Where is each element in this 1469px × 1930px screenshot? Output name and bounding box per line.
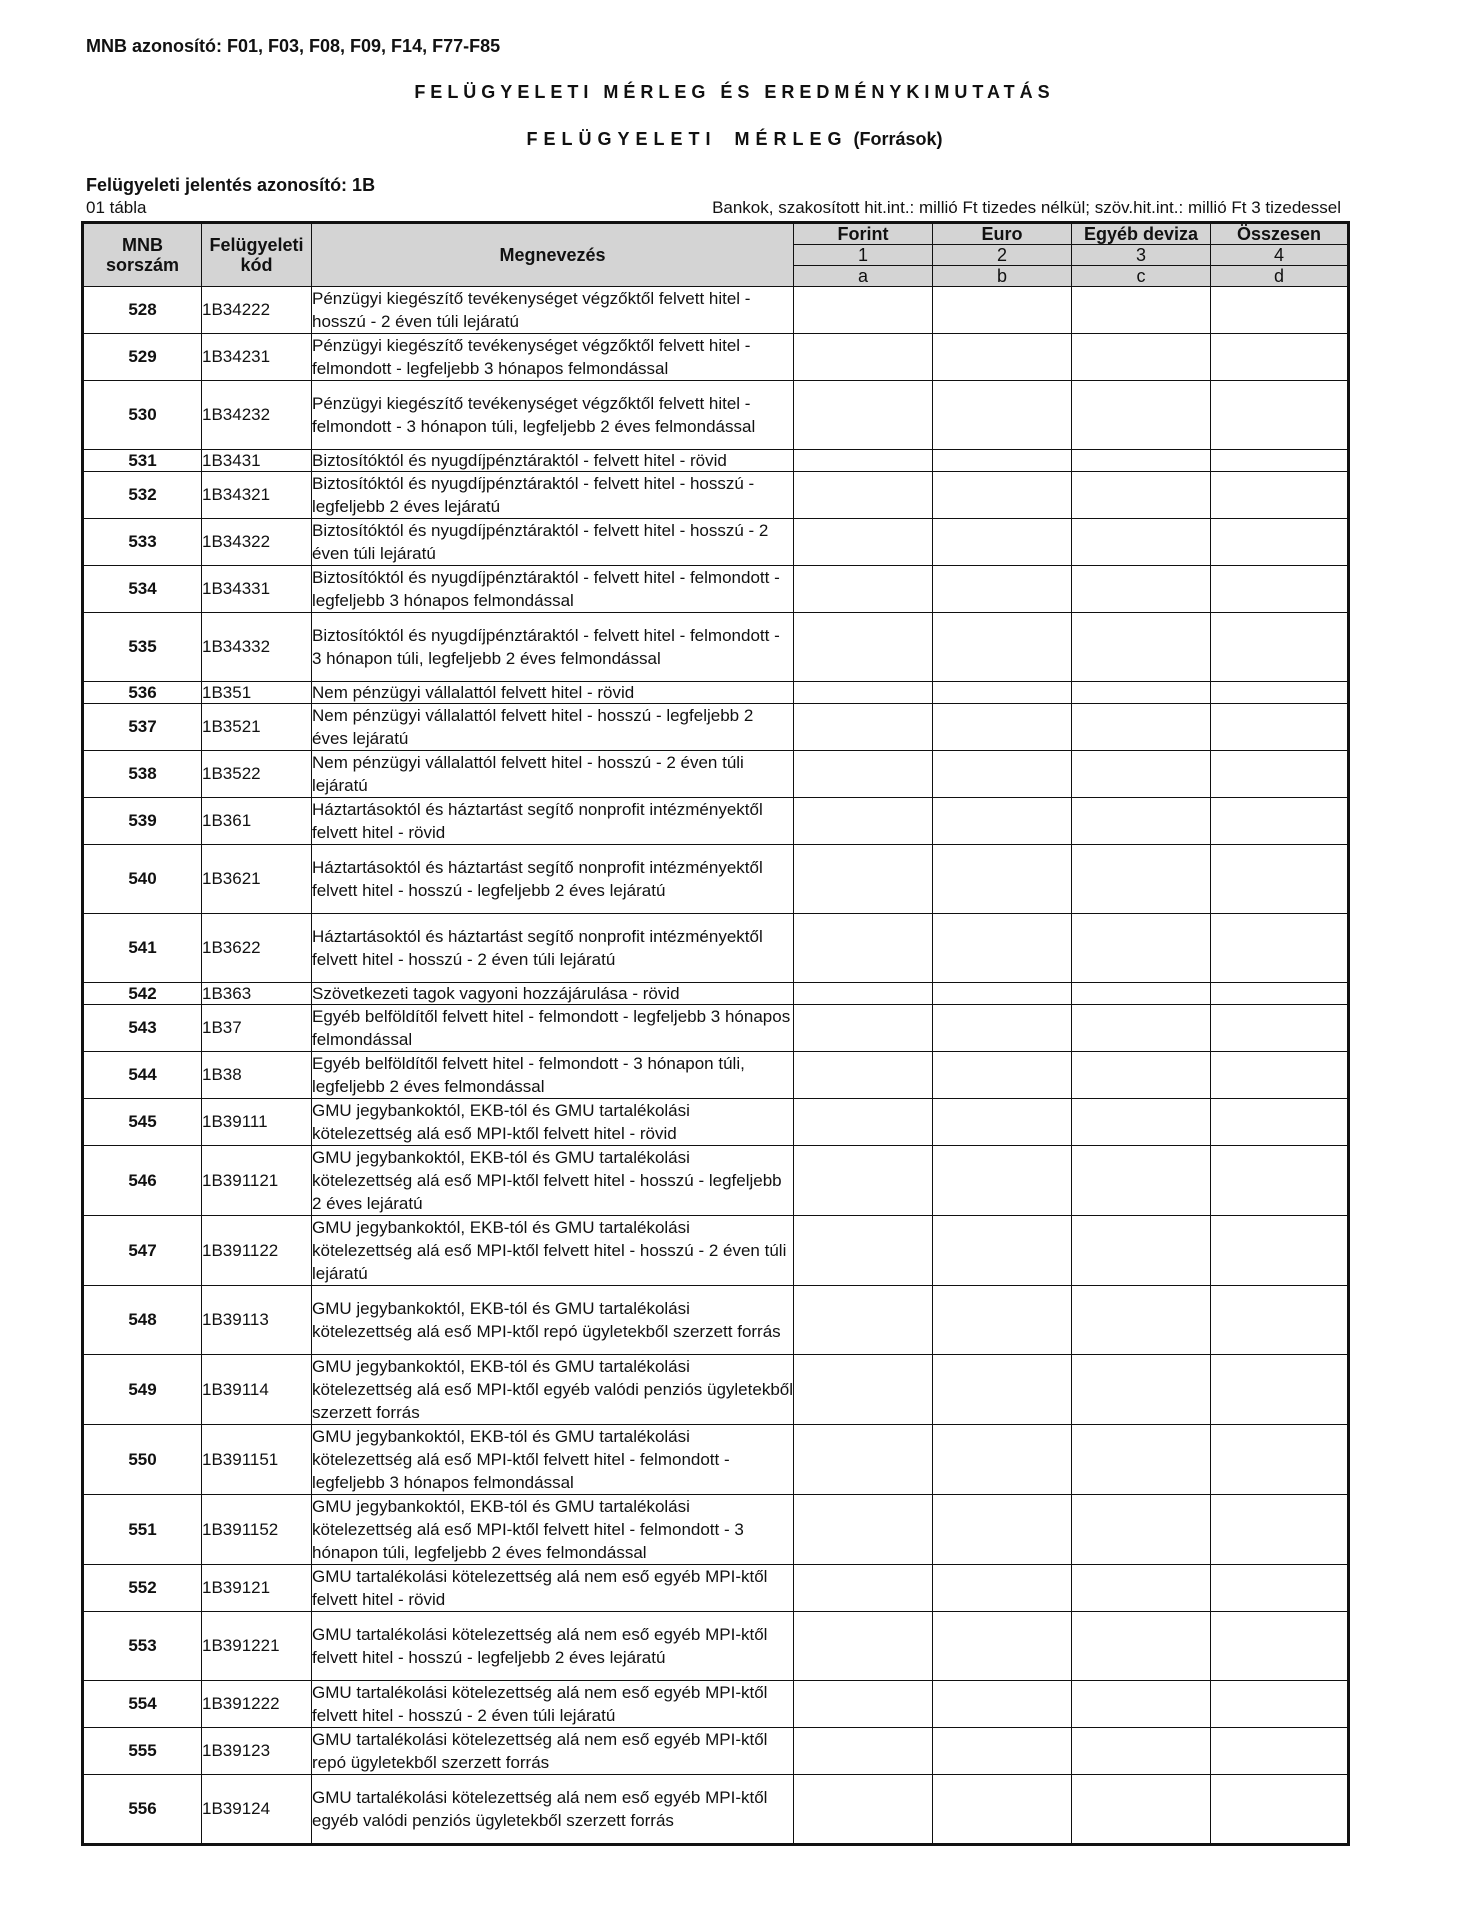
euro-cell[interactable]	[933, 1052, 1072, 1099]
row-description: GMU jegybankoktól, EKB-tól és GMU tartalékolási kötelezettség alá eső MPI-ktől repó ügyletekből szerzett forrás	[312, 1286, 794, 1355]
other-currency-cell[interactable]	[1072, 1728, 1211, 1775]
total-cell[interactable]	[1211, 519, 1349, 566]
euro-cell[interactable]	[933, 1728, 1072, 1775]
other-currency-cell[interactable]	[1072, 1775, 1211, 1845]
euro-cell[interactable]	[933, 1681, 1072, 1728]
supervisory-code: 1B39124	[202, 1775, 312, 1845]
row-description: Nem pénzügyi vállalattól felvett hitel - hosszú - legfeljebb 2 éves lejáratú	[312, 704, 794, 751]
table-row	[83, 1286, 1349, 1355]
euro-cell[interactable]	[933, 704, 1072, 751]
supervisory-code: 1B3621	[202, 845, 312, 914]
forint-cell[interactable]	[794, 1355, 933, 1425]
forint-cell[interactable]	[794, 1565, 933, 1612]
mnb-number: 546	[83, 1146, 202, 1216]
forint-cell[interactable]	[794, 1099, 933, 1146]
euro-cell[interactable]	[933, 566, 1072, 613]
other-currency-cell[interactable]	[1072, 1681, 1211, 1728]
mnb-number: 528	[83, 287, 202, 334]
supervisory-code: 1B38	[202, 1052, 312, 1099]
row-description: GMU tartalékolási kötelezettség alá nem eső egyéb MPI-ktől repó ügyletekből szerzett forrás	[312, 1728, 794, 1775]
supervisory-code: 1B391151	[202, 1425, 312, 1495]
supervisory-code: 1B391121	[202, 1146, 312, 1216]
supervisory-code: 1B39113	[202, 1286, 312, 1355]
other-currency-cell[interactable]	[1072, 450, 1211, 472]
euro-cell[interactable]	[933, 334, 1072, 381]
forint-cell[interactable]	[794, 334, 933, 381]
supervisory-code: 1B361	[202, 798, 312, 845]
total-cell[interactable]	[1211, 334, 1349, 381]
forint-cell[interactable]	[794, 1286, 933, 1355]
col-number: 4	[1211, 245, 1349, 266]
forint-cell[interactable]	[794, 751, 933, 798]
units-note: Bankok, szakosított hit.int.: millió Ft tizedes nélkül; szöv.hit.int.: millió Ft 3 tizedessel	[712, 198, 1341, 217]
total-cell[interactable]	[1211, 1005, 1349, 1052]
mnb-number: 538	[83, 751, 202, 798]
balance-table	[81, 221, 1350, 1846]
mnb-number: 540	[83, 845, 202, 914]
table-row	[83, 1099, 1349, 1146]
table-row	[83, 1495, 1349, 1565]
forint-cell[interactable]	[794, 1146, 933, 1216]
table-row	[83, 983, 1349, 1005]
forint-cell[interactable]	[794, 287, 933, 334]
mnb-number: 553	[83, 1612, 202, 1681]
supervisory-code: 1B34222	[202, 287, 312, 334]
forint-cell[interactable]	[794, 566, 933, 613]
col-header-felugyeleti-kod: Felügyeleti kód	[202, 223, 312, 287]
other-currency-cell[interactable]	[1072, 1286, 1211, 1355]
euro-cell[interactable]	[933, 983, 1072, 1005]
euro-cell[interactable]	[933, 682, 1072, 704]
table-row	[83, 381, 1349, 450]
row-description: GMU jegybankoktól, EKB-tól és GMU tartalékolási kötelezettség alá eső MPI-ktől felvett hitel - hosszú - legfeljebb 2 éves lejáratú	[312, 1146, 794, 1216]
document-subtitle	[0, 129, 1469, 150]
forint-cell[interactable]	[794, 704, 933, 751]
other-currency-cell[interactable]	[1072, 472, 1211, 519]
mnb-number: 539	[83, 798, 202, 845]
forint-cell[interactable]	[794, 1425, 933, 1495]
table-row	[83, 704, 1349, 751]
euro-cell[interactable]	[933, 1565, 1072, 1612]
supervisory-code: 1B34332	[202, 613, 312, 682]
total-cell[interactable]	[1211, 845, 1349, 914]
supervisory-code: 1B39111	[202, 1099, 312, 1146]
table-row	[83, 450, 1349, 472]
mnb-number: 542	[83, 983, 202, 1005]
total-cell[interactable]	[1211, 1728, 1349, 1775]
mnb-number: 534	[83, 566, 202, 613]
row-description: GMU jegybankoktól, EKB-tól és GMU tartalékolási kötelezettség alá eső MPI-ktől felvett hitel - felmondott - 3 hónapon túli, legfeljebb 2 éves felmondással	[312, 1495, 794, 1565]
row-description: Egyéb belföldítől felvett hitel - felmondott - 3 hónapon túli, legfeljebb 2 éves felmondással	[312, 1052, 794, 1099]
total-cell[interactable]	[1211, 1052, 1349, 1099]
forint-cell[interactable]	[794, 983, 933, 1005]
other-currency-cell[interactable]	[1072, 1425, 1211, 1495]
euro-cell[interactable]	[933, 1425, 1072, 1495]
col-header-forint: Forint	[794, 223, 933, 245]
forint-cell[interactable]	[794, 1728, 933, 1775]
row-description: Pénzügyi kiegészítő tevékenységet végzőktől felvett hitel - hosszú - 2 éven túli lejáratú	[312, 287, 794, 334]
supervisory-code: 1B37	[202, 1005, 312, 1052]
other-currency-cell[interactable]	[1072, 704, 1211, 751]
row-description: GMU tartalékolási kötelezettség alá nem eső egyéb MPI-ktől egyéb valódi penziós ügyletekből szerzett forrás	[312, 1775, 794, 1845]
supervisory-code: 1B3431	[202, 450, 312, 472]
other-currency-cell[interactable]	[1072, 519, 1211, 566]
mnb-number: 541	[83, 914, 202, 983]
table-row	[83, 1565, 1349, 1612]
forint-cell[interactable]	[794, 1495, 933, 1565]
supervisory-code: 1B39123	[202, 1728, 312, 1775]
table-row	[83, 751, 1349, 798]
table-row	[83, 682, 1349, 704]
col-letter: b	[933, 266, 1072, 287]
col-header-euro: Euro	[933, 223, 1072, 245]
row-description: GMU jegybankoktól, EKB-tól és GMU tartalékolási kötelezettség alá eső MPI-ktől felvett hitel - felmondott - legfeljebb 3 hónapos felmondással	[312, 1425, 794, 1495]
supervisory-code: 1B351	[202, 682, 312, 704]
row-description: Biztosítóktól és nyugdíjpénztáraktól - felvett hitel - felmondott - 3 hónapon túli, legfeljebb 2 éves felmondással	[312, 613, 794, 682]
euro-cell[interactable]	[933, 287, 1072, 334]
mnb-number: 537	[83, 704, 202, 751]
mnb-number: 555	[83, 1728, 202, 1775]
forint-cell[interactable]	[794, 1005, 933, 1052]
forint-cell[interactable]	[794, 798, 933, 845]
supervisory-code: 1B363	[202, 983, 312, 1005]
forint-cell[interactable]	[794, 1775, 933, 1845]
forint-cell[interactable]	[794, 519, 933, 566]
total-cell[interactable]	[1211, 1612, 1349, 1681]
forint-cell[interactable]	[794, 450, 933, 472]
table-row	[83, 914, 1349, 983]
table-row	[83, 334, 1349, 381]
other-currency-cell[interactable]	[1072, 381, 1211, 450]
other-currency-cell[interactable]	[1072, 682, 1211, 704]
forint-cell[interactable]	[794, 1216, 933, 1286]
table-row	[83, 1425, 1349, 1495]
total-cell[interactable]	[1211, 1099, 1349, 1146]
total-cell[interactable]	[1211, 613, 1349, 682]
other-currency-cell[interactable]	[1072, 751, 1211, 798]
mnb-number: 533	[83, 519, 202, 566]
other-currency-cell[interactable]	[1072, 1005, 1211, 1052]
mnb-number: 535	[83, 613, 202, 682]
total-cell[interactable]	[1211, 1775, 1349, 1845]
other-currency-cell[interactable]	[1072, 1612, 1211, 1681]
mnb-number: 552	[83, 1565, 202, 1612]
supervisory-code: 1B34321	[202, 472, 312, 519]
supervisory-code: 1B3522	[202, 751, 312, 798]
total-cell[interactable]	[1211, 1216, 1349, 1286]
supervisory-code: 1B3521	[202, 704, 312, 751]
total-cell[interactable]	[1211, 1495, 1349, 1565]
mnb-number: 554	[83, 1681, 202, 1728]
total-cell[interactable]	[1211, 1425, 1349, 1495]
total-cell[interactable]	[1211, 1355, 1349, 1425]
other-currency-cell[interactable]	[1072, 1565, 1211, 1612]
euro-cell[interactable]	[933, 751, 1072, 798]
row-description: GMU jegybankoktól, EKB-tól és GMU tartalékolási kötelezettség alá eső MPI-ktől felvett hitel - rövid	[312, 1099, 794, 1146]
euro-cell[interactable]	[933, 1099, 1072, 1146]
other-currency-cell[interactable]	[1072, 1146, 1211, 1216]
total-cell[interactable]	[1211, 682, 1349, 704]
col-number: 1	[794, 245, 933, 266]
col-letter: d	[1211, 266, 1349, 287]
other-currency-cell[interactable]	[1072, 798, 1211, 845]
euro-cell[interactable]	[933, 1495, 1072, 1565]
mnb-number: 549	[83, 1355, 202, 1425]
mnb-number: 545	[83, 1099, 202, 1146]
euro-cell[interactable]	[933, 1216, 1072, 1286]
euro-cell[interactable]	[933, 1005, 1072, 1052]
mnb-number: 531	[83, 450, 202, 472]
supervisory-code: 1B391122	[202, 1216, 312, 1286]
col-header-megnevezes: Megnevezés	[312, 223, 794, 287]
supervisory-code: 1B34331	[202, 566, 312, 613]
subtitle-mid: MÉRLEG	[734, 129, 848, 149]
table-row	[83, 1355, 1349, 1425]
mnb-number: 556	[83, 1775, 202, 1845]
row-description: Biztosítóktól és nyugdíjpénztáraktól - felvett hitel - hosszú - legfeljebb 2 éves lejáratú	[312, 472, 794, 519]
total-cell[interactable]	[1211, 566, 1349, 613]
total-cell[interactable]	[1211, 704, 1349, 751]
euro-cell[interactable]	[933, 845, 1072, 914]
row-description: GMU jegybankoktól, EKB-tól és GMU tartalékolási kötelezettség alá eső MPI-ktől felvett hitel - hosszú - 2 éven túli lejáratú	[312, 1216, 794, 1286]
row-description: Nem pénzügyi vállalattól felvett hitel - hosszú - 2 éven túli lejáratú	[312, 751, 794, 798]
row-description: GMU tartalékolási kötelezettség alá nem eső egyéb MPI-ktől felvett hitel - hosszú - 2 éven túli lejáratú	[312, 1681, 794, 1728]
table-row	[83, 519, 1349, 566]
row-description: Nem pénzügyi vállalattól felvett hitel - rövid	[312, 682, 794, 704]
total-cell[interactable]	[1211, 450, 1349, 472]
euro-cell[interactable]	[933, 1146, 1072, 1216]
subtitle-main: FELÜGYELETI	[526, 129, 717, 149]
table-row	[83, 1775, 1349, 1845]
col-letter: c	[1072, 266, 1211, 287]
total-cell[interactable]	[1211, 381, 1349, 450]
supervisory-code: 1B391152	[202, 1495, 312, 1565]
row-description: Pénzügyi kiegészítő tevékenységet végzőktől felvett hitel - felmondott - 3 hónapon túli, legfeljebb 2 éves felmondással	[312, 381, 794, 450]
supervisory-code: 1B391222	[202, 1681, 312, 1728]
total-cell[interactable]	[1211, 1146, 1349, 1216]
other-currency-cell[interactable]	[1072, 613, 1211, 682]
euro-cell[interactable]	[933, 1775, 1072, 1845]
row-description: Egyéb belföldítől felvett hitel - felmondott - legfeljebb 3 hónapos felmondással	[312, 1005, 794, 1052]
table-row	[83, 566, 1349, 613]
euro-cell[interactable]	[933, 914, 1072, 983]
euro-cell[interactable]	[933, 450, 1072, 472]
total-cell[interactable]	[1211, 1565, 1349, 1612]
forint-cell[interactable]	[794, 1052, 933, 1099]
mnb-identifier: MNB azonosító: F01, F03, F08, F09, F14, F77-F85	[86, 36, 501, 56]
other-currency-cell[interactable]	[1072, 287, 1211, 334]
document-title: FELÜGYELETI MÉRLEG ÉS EREDMÉNYKIMUTATÁS	[414, 82, 1055, 102]
row-description: Háztartásoktól és háztartást segítő nonprofit intézményektől felvett hitel - rövid	[312, 798, 794, 845]
other-currency-cell[interactable]	[1072, 1355, 1211, 1425]
other-currency-cell[interactable]	[1072, 1495, 1211, 1565]
table-row	[83, 1052, 1349, 1099]
forint-cell[interactable]	[794, 682, 933, 704]
total-cell[interactable]	[1211, 798, 1349, 845]
row-description: Szövetkezeti tagok vagyoni hozzájárulása - rövid	[312, 983, 794, 1005]
col-number: 2	[933, 245, 1072, 266]
mnb-number: 536	[83, 682, 202, 704]
mnb-number: 550	[83, 1425, 202, 1495]
other-currency-cell[interactable]	[1072, 983, 1211, 1005]
forint-cell[interactable]	[794, 472, 933, 519]
col-header-mnb-sorszam: MNB sorszám	[83, 223, 202, 287]
table-row	[83, 472, 1349, 519]
table-row	[83, 1005, 1349, 1052]
other-currency-cell[interactable]	[1072, 334, 1211, 381]
table-row	[83, 845, 1349, 914]
forint-cell[interactable]	[794, 845, 933, 914]
row-description: Pénzügyi kiegészítő tevékenységet végzőktől felvett hitel - felmondott - legfeljebb 3 hónapos felmondással	[312, 334, 794, 381]
col-number: 3	[1072, 245, 1211, 266]
report-identifier: Felügyeleti jelentés azonosító: 1B	[86, 175, 376, 195]
subtitle-tail: (Források)	[853, 129, 943, 149]
supervisory-code: 1B3622	[202, 914, 312, 983]
mnb-number: 543	[83, 1005, 202, 1052]
mnb-number: 544	[83, 1052, 202, 1099]
euro-cell[interactable]	[933, 1612, 1072, 1681]
other-currency-cell[interactable]	[1072, 566, 1211, 613]
supervisory-code: 1B34322	[202, 519, 312, 566]
table-row	[83, 1728, 1349, 1775]
mnb-number: 530	[83, 381, 202, 450]
euro-cell[interactable]	[933, 472, 1072, 519]
forint-cell[interactable]	[794, 381, 933, 450]
row-description: Háztartásoktól és háztartást segítő nonprofit intézményektől felvett hitel - hosszú - legfeljebb 2 éves lejáratú	[312, 845, 794, 914]
total-cell[interactable]	[1211, 914, 1349, 983]
other-currency-cell[interactable]	[1072, 914, 1211, 983]
supervisory-code: 1B34232	[202, 381, 312, 450]
other-currency-cell[interactable]	[1072, 1052, 1211, 1099]
euro-cell[interactable]	[933, 381, 1072, 450]
row-description: Biztosítóktól és nyugdíjpénztáraktól - felvett hitel - rövid	[312, 450, 794, 472]
forint-cell[interactable]	[794, 613, 933, 682]
mnb-number: 548	[83, 1286, 202, 1355]
col-header-osszesen: Összesen	[1211, 223, 1349, 245]
mnb-number: 551	[83, 1495, 202, 1565]
other-currency-cell[interactable]	[1072, 845, 1211, 914]
supervisory-code: 1B39114	[202, 1355, 312, 1425]
euro-cell[interactable]	[933, 519, 1072, 566]
euro-cell[interactable]	[933, 613, 1072, 682]
row-description: Biztosítóktól és nyugdíjpénztáraktól - felvett hitel - felmondott - legfeljebb 3 hónapos felmondással	[312, 566, 794, 613]
other-currency-cell[interactable]	[1072, 1099, 1211, 1146]
total-cell[interactable]	[1211, 1681, 1349, 1728]
total-cell[interactable]	[1211, 1286, 1349, 1355]
table-row	[83, 287, 1349, 334]
euro-cell[interactable]	[933, 798, 1072, 845]
supervisory-code: 1B391221	[202, 1612, 312, 1681]
other-currency-cell[interactable]	[1072, 1216, 1211, 1286]
total-cell[interactable]	[1211, 983, 1349, 1005]
row-description: Biztosítóktól és nyugdíjpénztáraktól - felvett hitel - hosszú - 2 éven túli lejáratú	[312, 519, 794, 566]
forint-cell[interactable]	[794, 914, 933, 983]
mnb-number: 529	[83, 334, 202, 381]
forint-cell[interactable]	[794, 1612, 933, 1681]
row-description: GMU jegybankoktól, EKB-tól és GMU tartalékolási kötelezettség alá eső MPI-ktől egyéb valódi penziós ügyletekből szerzett forrás	[312, 1355, 794, 1425]
row-description: GMU tartalékolási kötelezettség alá nem eső egyéb MPI-ktől felvett hitel - rövid	[312, 1565, 794, 1612]
total-cell[interactable]	[1211, 287, 1349, 334]
table-row	[83, 1146, 1349, 1216]
row-description: Háztartásoktól és háztartást segítő nonprofit intézményektől felvett hitel - hosszú - 2 éven túli lejáratú	[312, 914, 794, 983]
col-header-egyeb-deviza: Egyéb deviza	[1072, 223, 1211, 245]
table-number: 01 tábla	[86, 198, 147, 217]
table-row	[83, 1681, 1349, 1728]
table-row	[83, 613, 1349, 682]
euro-cell[interactable]	[933, 1355, 1072, 1425]
euro-cell[interactable]	[933, 1286, 1072, 1355]
mnb-number: 532	[83, 472, 202, 519]
table-row	[83, 1216, 1349, 1286]
table-row	[83, 1612, 1349, 1681]
supervisory-code: 1B39121	[202, 1565, 312, 1612]
total-cell[interactable]	[1211, 751, 1349, 798]
row-description: GMU tartalékolási kötelezettség alá nem eső egyéb MPI-ktől felvett hitel - hosszú - legfeljebb 2 éves lejáratú	[312, 1612, 794, 1681]
total-cell[interactable]	[1211, 472, 1349, 519]
mnb-number: 547	[83, 1216, 202, 1286]
forint-cell[interactable]	[794, 1681, 933, 1728]
col-letter: a	[794, 266, 933, 287]
supervisory-code: 1B34231	[202, 334, 312, 381]
table-row	[83, 798, 1349, 845]
